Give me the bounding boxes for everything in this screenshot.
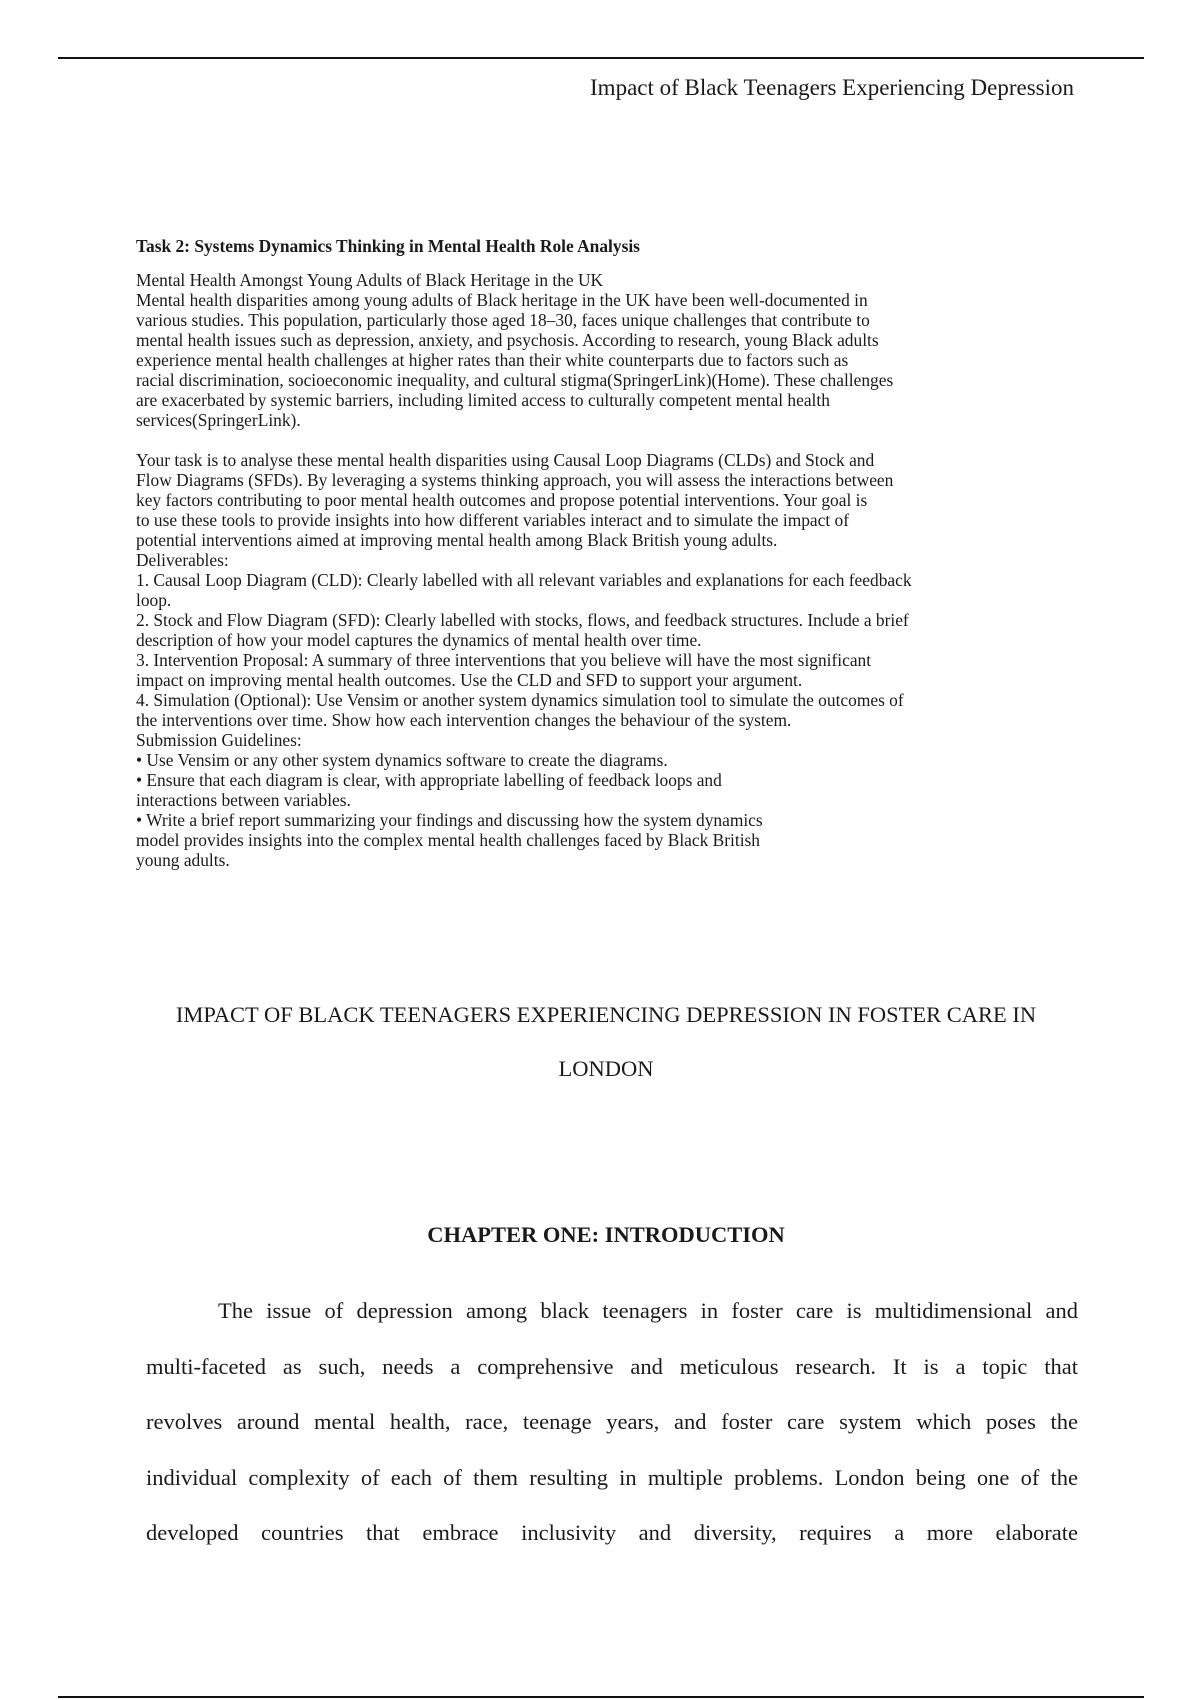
task-line: Mental Health Amongst Young Adults of Black Heritage in the UK	[136, 270, 604, 290]
task-line: key factors contributing to poor mental health outcomes and propose potential interventions. Your goal is	[136, 490, 868, 510]
task-line: racial discrimination, socioeconomic inequality, and cultural stigma(SpringerLink)(Home). These challenges	[136, 370, 894, 390]
task-line: potential interventions aimed at improving mental health among Black British young adults.	[136, 530, 778, 550]
deliverables-heading: Deliverables:	[136, 550, 229, 570]
task-section	[136, 236, 1056, 870]
task-line: Mental health disparities among young adults of Black heritage in the UK have been well-documented in	[136, 290, 868, 310]
deliverable-item: 1. Causal Loop Diagram (CLD): Clearly labelled with all relevant variables and explanations for each feedback	[136, 570, 912, 590]
paragraph-gap	[136, 430, 1056, 450]
guideline-item: • Write a brief report summarizing your findings and discussing how the system dynamics	[136, 810, 763, 830]
running-head: Impact of Black Teenagers Experiencing Depression	[590, 75, 1074, 100]
guideline-item: interactions between variables.	[136, 790, 351, 810]
deliverable-item: 2. Stock and Flow Diagram (SFD): Clearly labelled with stocks, flows, and feedback structures. Include a brief	[136, 610, 909, 630]
footer-rule	[58, 1696, 1144, 1698]
deliverable-item: 3. Intervention Proposal: A summary of three interventions that you believe will have the most significant	[136, 650, 872, 670]
guideline-item: • Ensure that each diagram is clear, with appropriate labelling of feedback loops and	[136, 770, 722, 790]
body-line: individual complexity of each of them resulting in multiple problems. London being one of the	[146, 1464, 1078, 1490]
deliverable-item: impact on improving mental health outcomes. Use the CLD and SFD to support your argument.	[136, 670, 803, 690]
deliverable-item: description of how your model captures the dynamics of mental health over time.	[136, 630, 702, 650]
document-title	[136, 988, 1076, 1096]
body-line: developed countries that embrace inclusivity and diversity, requires a more elaborate	[146, 1520, 1078, 1545]
document-title-line-2: LONDON	[558, 1056, 654, 1081]
task-line: Flow Diagrams (SFDs). By leveraging a systems thinking approach, you will assess the interactions between	[136, 470, 894, 490]
guideline-item: young adults.	[136, 850, 230, 870]
task-line: to use these tools to provide insights into how different variables interact and to simulate the impact of	[136, 510, 850, 530]
body-line: multi-faceted as such, needs a comprehensive and meticulous research. It is a topic that	[146, 1353, 1078, 1379]
task-line: experience mental health challenges at higher rates than their white counterparts due to factors such as	[136, 350, 849, 370]
body-line: revolves around mental health, race, teenage years, and foster care system which poses the	[146, 1409, 1078, 1434]
task-line: mental health issues such as depression, anxiety, and psychosis. According to research, young Black adults	[136, 330, 879, 350]
task-paragraph-2	[136, 450, 1056, 870]
task-line: Your task is to analyse these mental health disparities using Causal Loop Diagrams (CLDs) and Stock and	[136, 450, 875, 470]
introduction-paragraph	[146, 1283, 1078, 1561]
deliverable-item: 4. Simulation (Optional): Use Vensim or another system dynamics simulation tool to simulate the outcomes of	[136, 690, 904, 710]
body-line: The issue of depression among black teenagers in foster care is multidimensional and	[218, 1298, 1078, 1323]
document-title-line-1: IMPACT OF BLACK TEENAGERS EXPERIENCING DEPRESSION IN FOSTER CARE IN	[175, 1002, 1037, 1027]
task-line: are exacerbated by systemic barriers, including limited access to culturally competent mental health	[136, 390, 830, 410]
guideline-item: • Use Vensim or any other system dynamics software to create the diagrams.	[136, 750, 668, 770]
deliverable-item: loop.	[136, 590, 172, 610]
guidelines-heading: Submission Guidelines:	[136, 730, 302, 750]
chapter-heading: CHAPTER ONE: INTRODUCTION	[427, 1222, 785, 1247]
header-rule	[58, 57, 1144, 59]
task-line: services(SpringerLink).	[136, 410, 301, 430]
guideline-item: model provides insights into the complex mental health challenges faced by Black British	[136, 830, 760, 850]
deliverable-item: the interventions over time. Show how each intervention changes the behaviour of the system.	[136, 710, 792, 730]
task-paragraph-1	[136, 270, 1056, 430]
task-line: various studies. This population, particularly those aged 18–30, faces unique challenges that contribute to	[136, 310, 870, 330]
task-title: Task 2: Systems Dynamics Thinking in Mental Health Role Analysis	[136, 236, 640, 256]
